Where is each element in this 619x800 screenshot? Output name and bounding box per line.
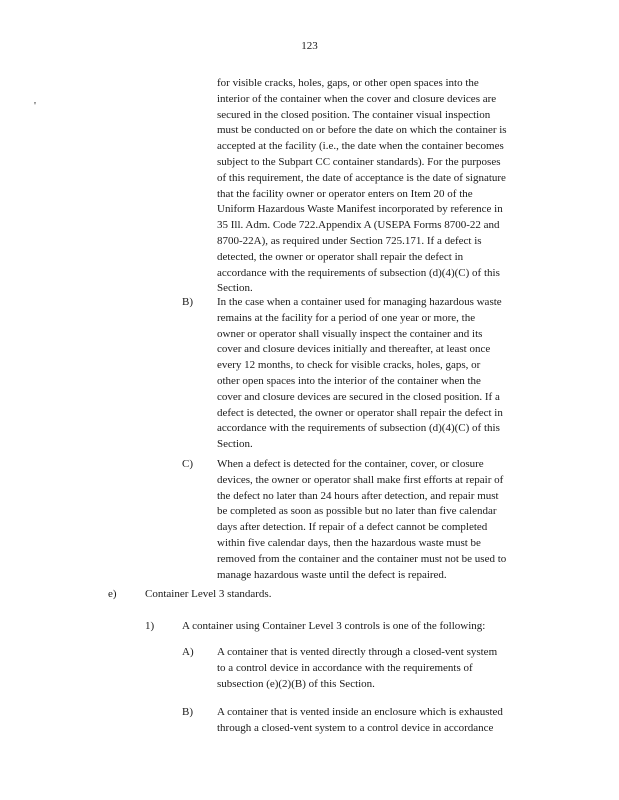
text-line: every 12 months, to check for visible cracks, holes, gaps, or — [217, 359, 481, 372]
item-b-label: B) — [182, 296, 193, 308]
item-b-text — [217, 295, 503, 453]
item-e-heading: Container Level 3 standards. — [145, 588, 272, 600]
text-line: accordance with the requirements of subsection (d)(4)(C) of this — [217, 422, 500, 435]
item-e1b-text — [217, 705, 503, 737]
margin-mark: ' — [34, 100, 36, 112]
text-line: When a defect is detected for the container, cover, or closure — [217, 458, 484, 470]
text-line: secured in the closed position. The container visual inspection — [217, 108, 491, 121]
text-line: other open spaces into the interior of the container when the — [217, 374, 481, 387]
item-e-label: e) — [108, 588, 117, 600]
text-line: defect is detected, the owner or operator shall repair the defect in — [217, 406, 503, 419]
text-line: be completed as soon as possible but no later than five calendar — [217, 505, 497, 518]
text-line: In the case when a container used for managing hazardous waste — [217, 296, 502, 308]
text-line: to a control device in accordance with the requirements of — [217, 661, 473, 674]
text-line: interior of the container when the cover and closure devices are — [217, 92, 497, 105]
item-e1a-label: A) — [182, 646, 194, 658]
item-e1a-text — [217, 645, 497, 692]
text-line: 8700-22A), as required under Section 725.171. If a defect is — [217, 234, 482, 247]
item-e1-label: 1) — [145, 620, 155, 632]
continued-paragraph — [217, 76, 507, 297]
text-line: A container that is vented inside an enclosure which is exhausted — [217, 706, 503, 718]
text-line: removed from the container and the container must not be used to — [217, 552, 507, 565]
text-line: accepted at the facility (i.e., the date when the container becomes — [217, 140, 504, 153]
text-line: Uniform Hazardous Waste Manifest incorporated by reference in — [217, 203, 503, 216]
text-line: 35 Ill. Adm. Code 722.Appendix A (USEPA Forms 8700-22 and — [217, 219, 500, 232]
text-line: must be conducted on or before the date on which the container is — [217, 124, 507, 137]
text-line: A container that is vented directly through a closed-vent system — [217, 646, 498, 658]
text-line: cover and closure devices are secured in the closed position. If a — [217, 390, 500, 403]
text-line: for visible cracks, holes, gaps, or other open spaces into the — [217, 77, 479, 89]
item-c-text — [217, 457, 506, 583]
text-line: the defect no later than 24 hours after detection, and repair must — [217, 489, 499, 502]
text-line: remains at the facility for a period of one year or more, the — [217, 311, 476, 324]
text-line: subsection (e)(2)(B) of this Section. — [217, 677, 375, 690]
item-c-label: C) — [182, 458, 193, 470]
text-line: manage hazardous waste until the defect is repaired. — [217, 568, 447, 581]
text-line: days after detection. If repair of a defect cannot be completed — [217, 521, 488, 534]
text-line: accordance with the requirements of subsection (d)(4)(C) of this — [217, 266, 500, 279]
text-line: of this requirement, the date of acceptance is the date of signature — [217, 171, 506, 184]
text-line: Section. — [217, 282, 253, 295]
text-line: through a closed-vent system to a control device in accordance — [217, 721, 494, 734]
text-line: that the facility owner or operator enters on Item 20 of the — [217, 187, 473, 200]
item-e1-text: A container using Container Level 3 controls is one of the following: — [182, 620, 486, 632]
text-line: Section. — [217, 438, 253, 451]
item-e1b-label: B) — [182, 706, 193, 718]
page-number: 123 — [301, 40, 318, 52]
text-line: within five calendar days, then the hazardous waste must be — [217, 536, 481, 549]
text-line: subject to the Subpart CC container standards). For the purposes — [217, 155, 501, 168]
text-line: cover and closure devices initially and thereafter, at least once — [217, 343, 491, 356]
text-line: devices, the owner or operator shall make first efforts at repair of — [217, 473, 504, 486]
text-line: detected, the owner or operator shall repair the defect in — [217, 250, 464, 263]
text-line: owner or operator shall visually inspect the container and its — [217, 327, 483, 340]
